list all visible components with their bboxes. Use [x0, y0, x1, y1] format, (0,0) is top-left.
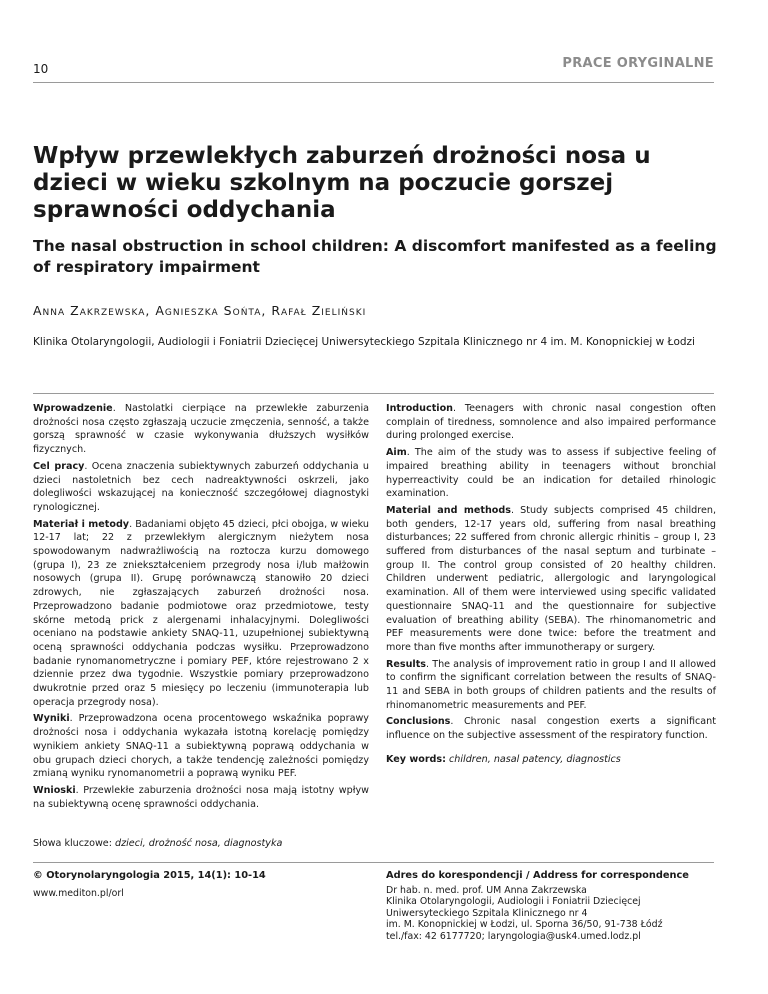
abstract-en-intro-text: . Teenagers with chronic nasal congestion often complain of tiredness, somnolence and also impaired performance during prolonged exercise.	[386, 403, 716, 442]
abstract-en-methods-text: . Study subjects comprised 45 children, both genders, 12-17 years old, suffering from nasal breathing disturbances; 22 suffered from chronic allergic rhinitis – group I, 23 suffered from disturbances of the nasal septum and turbinate – group II. The control group consisted of 20 healthy children. Children underwent pediatric, allergologic and laryngological examination. All of them were interviewed using specific validated questionnaire SNAQ-11 and the questionnaire for subjective evaluation of breathing ability (SEBA). The rhinomanometric and PEF measurements were done twice: before the treatment and more than five months after immunotherapy or surgery.	[386, 504, 716, 653]
correspondence-line: im. M. Konopnickiej w Łodzi, ul. Sporna 36/50, 91-738 Łódź	[386, 919, 663, 930]
keywords-pl-value: dzieci, drożność nosa, diagnostyka	[115, 838, 283, 849]
abstract-polish	[33, 402, 369, 814]
page-number: 10	[33, 62, 49, 76]
abstract-en-intro	[386, 402, 716, 443]
abstract-pl-results-label: Wyniki	[33, 713, 70, 725]
abstract-en-conclusions-label: Conclusions	[386, 716, 451, 728]
keywords-en-label: Key words:	[386, 753, 446, 765]
abstract-pl-results-text: . Przeprowadzona ocena procentowego wskaźnika poprawy drożności nosa i oddychania wykazała istotną korelację pomiędzy wynikiem ankiety SNAQ-11 a subiektywną poprawą oddychania w obu grupach dzieci chorych, a także tendencję zależności pomiędzy zmianą wyniku rynomanometrii a poprawą wyniku PEF.	[33, 713, 369, 780]
top-rule	[33, 82, 714, 83]
keywords-en-value: children, nasal patency, diagnostics	[449, 753, 621, 765]
article-title-english: The nasal obstruction in school children: A discomfort manifested as a feeling of respiratory impairment	[33, 237, 717, 276]
abstract-pl-aim-text: . Ocena znaczenia subiektywnych zaburzeń oddychania u dzieci nastoletnich bez cech nadreaktywności oskrzeli, jako dolegliwości wskazującej na konieczność szczegółowej diagnostyki rynologicznej.	[33, 460, 369, 513]
journal-link[interactable]: www.mediton.pl/orl	[33, 888, 124, 899]
keywords-polish	[33, 838, 282, 849]
correspondence-line: Klinika Otolaryngologii, Audiologii i Foniatrii Dziecięcej	[386, 896, 641, 907]
abstract-english	[386, 402, 716, 770]
abstract-en-aim-label: Aim	[386, 447, 407, 459]
keywords-english	[386, 753, 716, 767]
abstract-pl-methods-label: Materiał i metody	[33, 518, 130, 530]
copyright: © Otorynolaryngologia 2015, 14(1): 10-14	[33, 870, 266, 881]
abstract-pl-intro-label: Wprowadzenie	[33, 403, 113, 414]
abstract-pl-conclusions-label: Wnioski	[33, 784, 76, 796]
abstract-en-conclusions	[386, 715, 716, 742]
abstract-en-results-label: Results	[386, 658, 427, 670]
abstract-pl-aim	[33, 460, 369, 515]
abstract-en-aim	[386, 446, 716, 501]
abstract-pl-methods-text: . Badaniami objęto 45 dzieci, płci obojga, w wieku 12-17 lat; 22 z przewlekłym alergicznym nieżytem nosa spowodowanym nadwrażliwością na roztocza kurzu domowego (grupa I), 23 ze zniekształceniem przegrody nosa i/lub małżowin nosowych (grupa II). Grupę porównawczą stanowiło 20 dzieci zdrowych, nie zgłaszających zaburzeń drożności nosa. Przeprowadzono badanie podmiotowe oraz przedmiotowe, testy skórne metodą prick z alergenami inhalacyjnymi. Dolegliwości oceniano na podstawie ankiety SNAQ-11, uzupełnionej subiektywną oceną sprawności oddychania podczas wysiłku. Przeprowadzono badanie rynomanometryczne i pomiary PEF, które rejestrowano 2 x dziennie przez dwa tygodnie. Wszystkie pomiary przeprowadzono dwukrotnie przed oraz 5 miesięcy po leczeniu (immunoterapia lub operacja przegrody nosa).	[33, 518, 369, 708]
correspondence-line: Uniwersyteckiego Szpitala Klinicznego nr 4	[386, 907, 588, 919]
article-title-polish: Wpływ przewlekłych zaburzeń drożności nosa u dzieci w wieku szkolnym na poczucie gorszej sprawności oddychania	[33, 143, 651, 223]
abstract-en-results	[386, 658, 716, 713]
abstract-pl-intro	[33, 402, 369, 457]
correspondence-line: Dr hab. n. med. prof. UM Anna Zakrzewska	[386, 884, 587, 896]
abstract-pl-conclusions	[33, 784, 369, 811]
correspondence-block	[386, 870, 726, 942]
authors: Anna Zakrzewska, Agnieszka Sońta, Rafał Zieliński	[33, 303, 367, 318]
correspondence-heading: Adres do korespondencji / Address for correspondence	[386, 870, 689, 881]
affiliation: Klinika Otolaryngologii, Audiologii i Foniatrii Dziecięcej Uniwersyteckiego Szpitala Klinicznego nr 4 im. M. Konopnickiej w Łodzi	[33, 336, 695, 348]
abstract-en-conclusions-text: . Chronic nasal congestion exerts a significant influence on the subjective assessment of the respiratory function.	[386, 716, 716, 742]
abstract-en-methods-label: Material and methods	[386, 504, 511, 516]
correspondence-contact[interactable]: tel./fax: 42 6177720; laryngologia@usk4.umed.lodz.pl	[386, 930, 641, 942]
abstract-pl-conclusions-text: . Przewlekłe zaburzenia drożności nosa mają istotny wpływ na subiektywną ocenę sprawności oddychania.	[33, 784, 369, 810]
abstract-en-aim-text: . The aim of the study was to assess if subjective feeling of impaired breathing ability in teenagers without bronchial hyperreactivity could be an indication for detailed rhinologic examination.	[386, 447, 716, 500]
middle-rule	[33, 393, 714, 394]
abstract-en-methods	[386, 504, 716, 655]
abstract-pl-methods	[33, 518, 369, 710]
abstract-en-intro-label: Introduction	[386, 403, 453, 414]
abstract-pl-intro-text: . Nastolatki cierpiące na przewlekłe zaburzenia drożności nosa często zgłaszają uczucie zmęczenia, senność, a także gorszą sprawność w czasie wykonywania dłuższych wysiłków fizycznych.	[33, 403, 369, 456]
abstract-en-results-text: . The analysis of improvement ratio in group I and II allowed to confirm the significant correlation between the results of SNAQ-11 and SEBA in both groups of children patients and the results of rhinomanometric measurements and PEF.	[386, 658, 716, 711]
abstract-pl-results	[33, 712, 369, 781]
abstract-pl-aim-label: Cel pracy	[33, 460, 85, 472]
keywords-pl-label: Słowa kluczowe:	[33, 838, 112, 849]
section-header: PRACE ORYGINALNE	[562, 56, 714, 71]
bottom-rule	[33, 862, 714, 863]
